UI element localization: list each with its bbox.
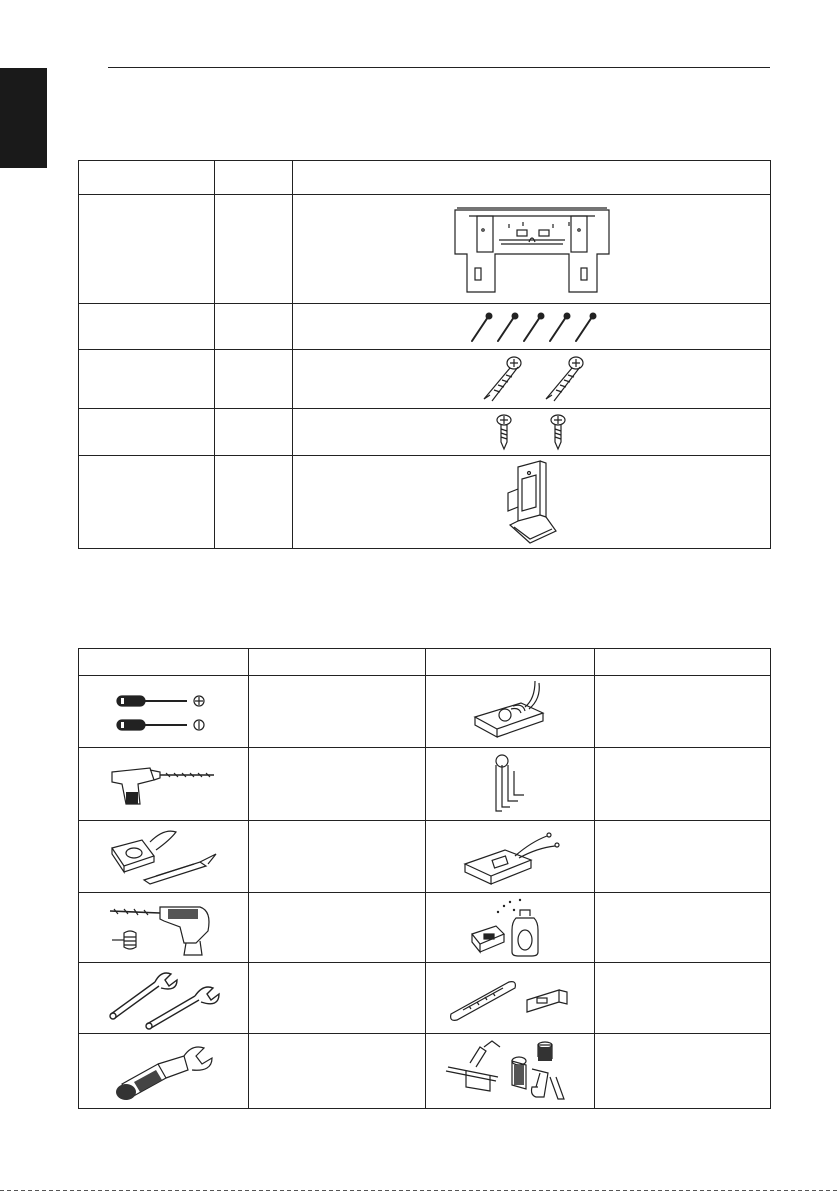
part-qty-cell <box>215 409 293 456</box>
ohmmeter-icon <box>465 679 555 745</box>
gas-leak-detector-icon <box>460 896 560 960</box>
table-row <box>79 350 771 409</box>
language-side-tab <box>0 68 47 168</box>
part-image-cell <box>293 350 771 409</box>
tool-label-cell <box>249 748 426 821</box>
table-row <box>79 456 771 549</box>
table-row <box>79 1034 771 1109</box>
part-image-cell <box>293 409 771 456</box>
table-row <box>79 676 771 748</box>
remote-control-holder-icon <box>500 459 564 545</box>
table-row <box>79 409 771 456</box>
table-row <box>79 821 771 893</box>
tool-label-cell <box>249 821 426 893</box>
part-qty-cell <box>215 195 293 304</box>
part-image-cell <box>293 195 771 304</box>
tool-image-cell <box>79 748 249 821</box>
tool-label-cell <box>249 1034 426 1109</box>
tool-label-cell <box>595 1034 771 1109</box>
tool-image-cell <box>79 1034 249 1109</box>
part-qty-cell <box>215 304 293 350</box>
hexagonal-wrench-icon <box>480 751 540 817</box>
tool-label-cell <box>595 676 771 748</box>
flaring-tool-set-icon <box>440 1037 580 1105</box>
table-row <box>79 304 771 350</box>
table-row <box>79 893 771 963</box>
tool-image-cell <box>426 963 595 1034</box>
tool-label-cell <box>249 963 426 1034</box>
tool-image-cell <box>426 821 595 893</box>
electric-drill-icon <box>104 756 224 812</box>
part-name-cell <box>79 350 215 409</box>
measuring-tape-and-knife-icon <box>104 826 224 888</box>
tool-label-cell <box>595 893 771 963</box>
installation-parts-table <box>78 160 771 549</box>
table-row <box>79 748 771 821</box>
part-name-cell <box>79 195 215 304</box>
table-row <box>79 195 771 304</box>
header-cell <box>79 161 215 195</box>
tool-label-cell <box>249 893 426 963</box>
tool-image-cell <box>426 748 595 821</box>
ammeter-icon <box>455 824 565 890</box>
tool-label-cell <box>595 821 771 893</box>
table-header-row <box>79 649 771 676</box>
part-qty-cell <box>215 456 293 549</box>
type-a-screws-icon <box>462 309 602 345</box>
part-qty-cell <box>215 350 293 409</box>
installation-plate-icon <box>449 204 615 294</box>
core-drill-icon <box>104 897 224 959</box>
tool-image-cell <box>79 893 249 963</box>
screwdrivers-icon <box>109 687 219 737</box>
tool-label-cell <box>249 676 426 748</box>
type-c-screws-icon <box>492 412 572 452</box>
table-header-row <box>79 161 771 195</box>
tool-image-cell <box>426 893 595 963</box>
part-name-cell <box>79 456 215 549</box>
header-cell <box>215 161 293 195</box>
header-cell <box>249 649 426 676</box>
tool-image-cell <box>426 676 595 748</box>
tool-label-cell <box>595 748 771 821</box>
thermometer-and-level-icon <box>445 968 575 1028</box>
tool-image-cell <box>79 676 249 748</box>
part-name-cell <box>79 304 215 350</box>
type-b-screws-icon <box>472 353 592 405</box>
installation-tools-table <box>78 648 771 1109</box>
tool-image-cell <box>79 821 249 893</box>
header-cell <box>426 649 595 676</box>
header-rule <box>108 67 770 68</box>
header-cell <box>79 649 249 676</box>
part-image-cell <box>293 304 771 350</box>
part-image-cell <box>293 456 771 549</box>
spanners-icon <box>99 966 229 1030</box>
table-row <box>79 963 771 1034</box>
part-name-cell <box>79 409 215 456</box>
torque-wrench-icon <box>104 1038 224 1104</box>
header-cell <box>293 161 771 195</box>
page-bottom-dashed-rule <box>0 1190 840 1191</box>
header-cell <box>595 649 771 676</box>
tool-image-cell <box>426 1034 595 1109</box>
tool-image-cell <box>79 963 249 1034</box>
tool-label-cell <box>595 963 771 1034</box>
